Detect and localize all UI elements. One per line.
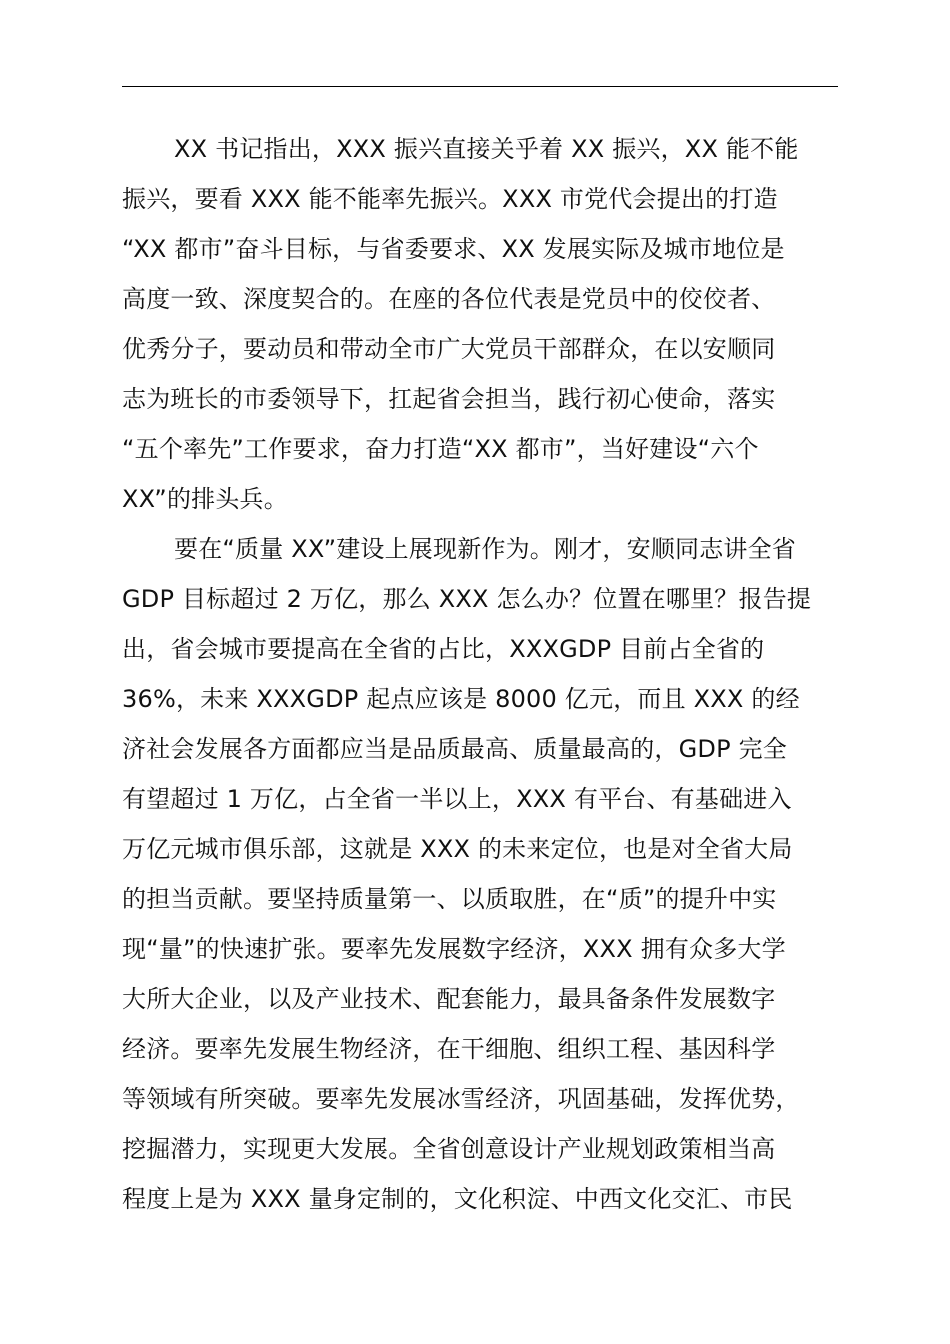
paragraph-line: 现“量”的快速扩张。要率先发展数字经济，XXX 拥有众多大学 [122, 935, 786, 963]
paragraph-line: 高度一致、深度契合的。在座的各位代表是党员中的佼佼者、 [122, 285, 776, 313]
paragraph-line: 等领域有所突破。要率先发展冰雪经济，巩固基础，发挥优势， [122, 1085, 800, 1113]
paragraph-line: 有望超过 1 万亿，占全省一半以上，XXX 有平台、有基础进入 [122, 785, 792, 813]
paragraph-line: 要在“质量 XX”建设上展现新作为。刚才，安顺同志讲全省 [174, 535, 797, 563]
paragraph-line: 挖掘潜力，实现更大发展。全省创意设计产业规划政策相当高 [122, 1135, 776, 1163]
paragraph-2 [122, 524, 862, 1224]
paragraph-line: 志为班长的市委领导下，扛起省会担当，践行初心使命，落实 [122, 385, 776, 413]
paragraph-line: 程度上是为 XXX 量身定制的，文化积淀、中西文化交汇、市民 [122, 1185, 793, 1213]
paragraph-line: 大所大企业，以及产业技术、配套能力，最具备条件发展数字 [122, 985, 776, 1013]
paragraph-line: 经济。要率先发展生物经济，在干细胞、组织工程、基因科学 [122, 1035, 776, 1063]
paragraph-line: XX”的排头兵。 [122, 485, 288, 513]
paragraph-line: 济社会发展各方面都应当是品质最高、质量最高的，GDP 完全 [122, 735, 787, 763]
paragraph-line: 出，省会城市要提高在全省的占比，XXXGDP 目前占全省的 [122, 635, 765, 663]
paragraph-line: GDP 目标超过 2 万亿，那么 XXX 怎么办？位置在哪里？报告提 [122, 585, 812, 613]
paragraph-line: XX 书记指出，XXX 振兴直接关乎着 XX 振兴，XX 能不能 [174, 135, 799, 163]
paragraph-line: 的担当贡献。要坚持质量第一、以质取胜，在“质”的提升中实 [122, 885, 777, 913]
paragraph-line: 万亿元城市俱乐部，这就是 XXX 的未来定位，也是对全省大局 [122, 835, 793, 863]
paragraph-line: 优秀分子，要动员和带动全市广大党员干部群众，在以安顺同 [122, 335, 776, 363]
paragraph-1 [122, 124, 862, 524]
document-body [122, 124, 862, 1224]
paragraph-line: “五个率先”工作要求，奋力打造“XX 都市”，当好建设“六个 [122, 435, 759, 463]
paragraph-line: 振兴，要看 XXX 能不能率先振兴。XXX 市党代会提出的打造 [122, 185, 778, 213]
paragraph-line: 36%，未来 XXXGDP 起点应该是 8000 亿元，而且 XXX 的经 [122, 685, 800, 713]
header-rule [122, 86, 838, 87]
paragraph-line: “XX 都市”奋斗目标，与省委要求、XX 发展实际及城市地位是 [122, 235, 785, 263]
